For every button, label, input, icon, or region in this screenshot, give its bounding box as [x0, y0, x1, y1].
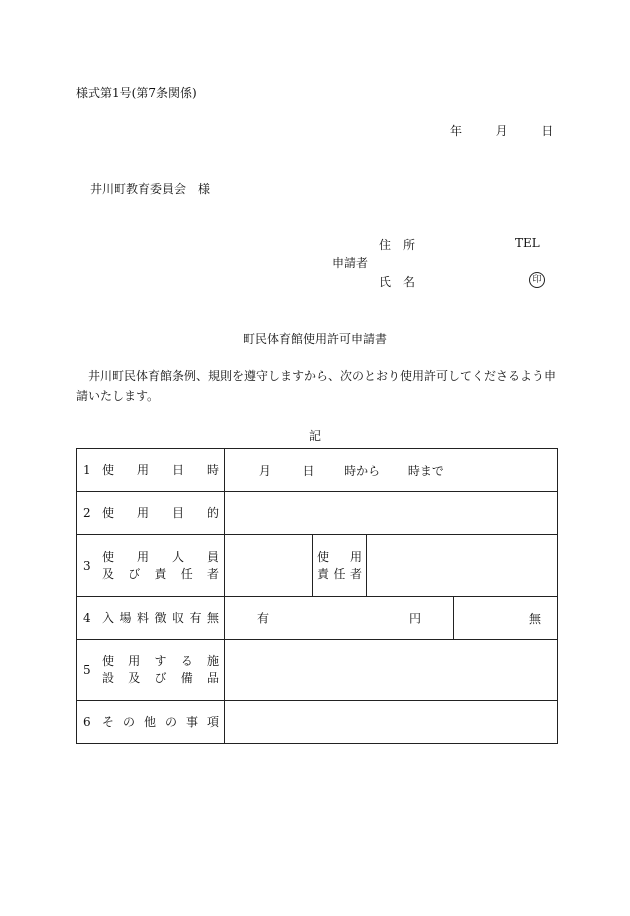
fee-yes-field[interactable]: [225, 597, 454, 640]
row-number: 3: [83, 558, 91, 573]
row-label-persons: [77, 535, 225, 597]
table-row-persons: [77, 535, 558, 597]
facilities-field[interactable]: [225, 640, 558, 701]
form-number: 様式第1号(第7条関係): [76, 86, 197, 100]
persons-count-field[interactable]: [225, 535, 313, 597]
row-label-text: 使用日時: [102, 462, 219, 477]
from-hour-unit: 時から: [344, 463, 381, 478]
table-row-purpose: [77, 492, 558, 535]
body-sentence: 井川町民体育館条例、規則を遵守しますから、次のとおり使用許可してくださるよう申請いたします。: [76, 369, 557, 403]
applicant-label: 申請者: [332, 256, 369, 270]
name-label: 氏 名: [379, 275, 416, 289]
month-unit: 月: [258, 463, 271, 478]
date-month-label: 月: [495, 124, 508, 138]
fee-no-label: 無: [529, 611, 542, 626]
purpose-field[interactable]: [225, 492, 558, 535]
body-text: [76, 366, 560, 406]
date-year-label: 年: [450, 124, 463, 138]
ki-label: 記: [308, 429, 321, 443]
row-number: 4: [83, 611, 91, 625]
row-label-admission-fee: [77, 597, 225, 640]
document-title: 町民体育館使用許可申請書: [242, 332, 387, 346]
tel-label: TEL: [515, 236, 540, 250]
addressee: 井川町教育委員会 様: [90, 182, 211, 196]
row-label-line1: 使用する施: [102, 654, 219, 668]
fee-no-field[interactable]: [454, 597, 558, 640]
row-number: 2: [83, 506, 91, 520]
table-row-other: [77, 701, 558, 744]
date-day-label: 日: [541, 124, 554, 138]
row-number: 5: [83, 663, 91, 677]
row-label-date-time: [77, 449, 225, 492]
application-table: [76, 448, 558, 744]
row-label-facilities: [77, 640, 225, 701]
until-hour-unit: 時まで: [407, 463, 444, 478]
table-row-date-time: [77, 449, 558, 492]
row-label-text: その他の事項: [102, 714, 219, 729]
row-label-text: 使用目的: [102, 505, 219, 520]
row-number: 6: [83, 715, 91, 729]
row-label-other: [77, 701, 225, 744]
responsible-label-cell: [313, 535, 367, 597]
responsible-label-line1: 使 用: [317, 549, 362, 564]
fee-yes-label: 有: [257, 611, 270, 626]
responsible-label-line2: 責任者: [317, 566, 362, 581]
application-date: [450, 122, 553, 139]
row-label-line1: 使用人員: [102, 549, 219, 564]
row-label-line2: 設及び備品: [102, 671, 219, 685]
row-label-purpose: [77, 492, 225, 535]
row-number: 1: [83, 463, 91, 477]
table-row-facilities: [77, 640, 558, 701]
responsible-person-field[interactable]: [367, 535, 558, 597]
day-unit: 日: [302, 463, 315, 478]
row-label-text: 入場料徴収有無: [102, 610, 219, 625]
seal-mark: 印: [529, 272, 545, 288]
other-matters-field[interactable]: [225, 701, 558, 744]
address-label: 住 所: [379, 238, 416, 252]
date-time-field[interactable]: [225, 449, 558, 492]
table-row-admission-fee: [77, 597, 558, 640]
row-label-line2: 及び責任者: [102, 566, 219, 581]
fee-yen-label: 円: [408, 611, 421, 626]
